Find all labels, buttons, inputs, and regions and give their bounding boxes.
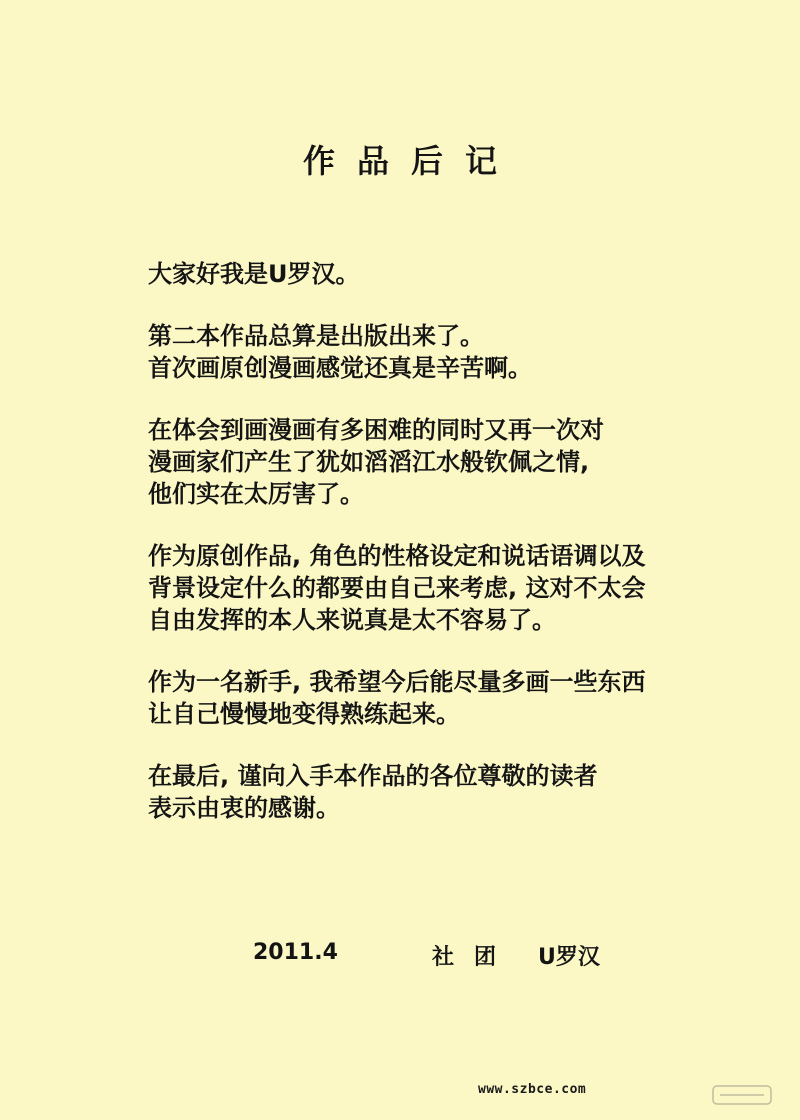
text-line: 在最后, 谨向入手本作品的各位尊敬的读者 [148, 762, 598, 790]
corner-logo-icon [712, 1080, 772, 1110]
paragraph [148, 540, 768, 636]
text-line: 在体会到画漫画有多困难的同时又再一次对 [148, 416, 604, 444]
site-watermark: www.szbce.com [478, 1082, 587, 1097]
text-line: 背景设定什么的都要由自己来考虑, 这对不太会 [148, 574, 646, 602]
text-line: 漫画家们产生了犹如滔滔江水般钦佩之情, [148, 448, 590, 476]
paragraph [148, 666, 768, 730]
paragraph [148, 414, 768, 510]
text-line: 自由发挥的本人来说真是太不容易了。 [148, 606, 556, 634]
paragraph [148, 320, 768, 384]
text-line: 作为一名新手, 我希望今后能尽量多画一些东西 [148, 668, 646, 696]
page-title: 作品后记 [302, 142, 519, 180]
footer-date: 2011.4 [253, 940, 338, 965]
footer-club-label: 社团 [432, 945, 517, 970]
text-line: 第二本作品总算是出版出来了。 [148, 322, 484, 350]
text-line: 让自己慢慢地变得熟练起来。 [148, 700, 460, 728]
paragraph [148, 258, 768, 290]
text-line: 他们实在太厉害了。 [148, 480, 364, 508]
text-line: 首次画原创漫画感觉还真是辛苦啊。 [148, 354, 532, 382]
footer-author: U罗汉 [538, 945, 600, 970]
text-line: 作为原创作品, 角色的性格设定和说话语调以及 [148, 542, 646, 570]
paragraph [148, 760, 768, 824]
text-line: 大家好我是U罗汉。 [148, 260, 360, 288]
text-line: 表示由衷的感谢。 [148, 794, 340, 822]
afterword-body [148, 258, 768, 854]
